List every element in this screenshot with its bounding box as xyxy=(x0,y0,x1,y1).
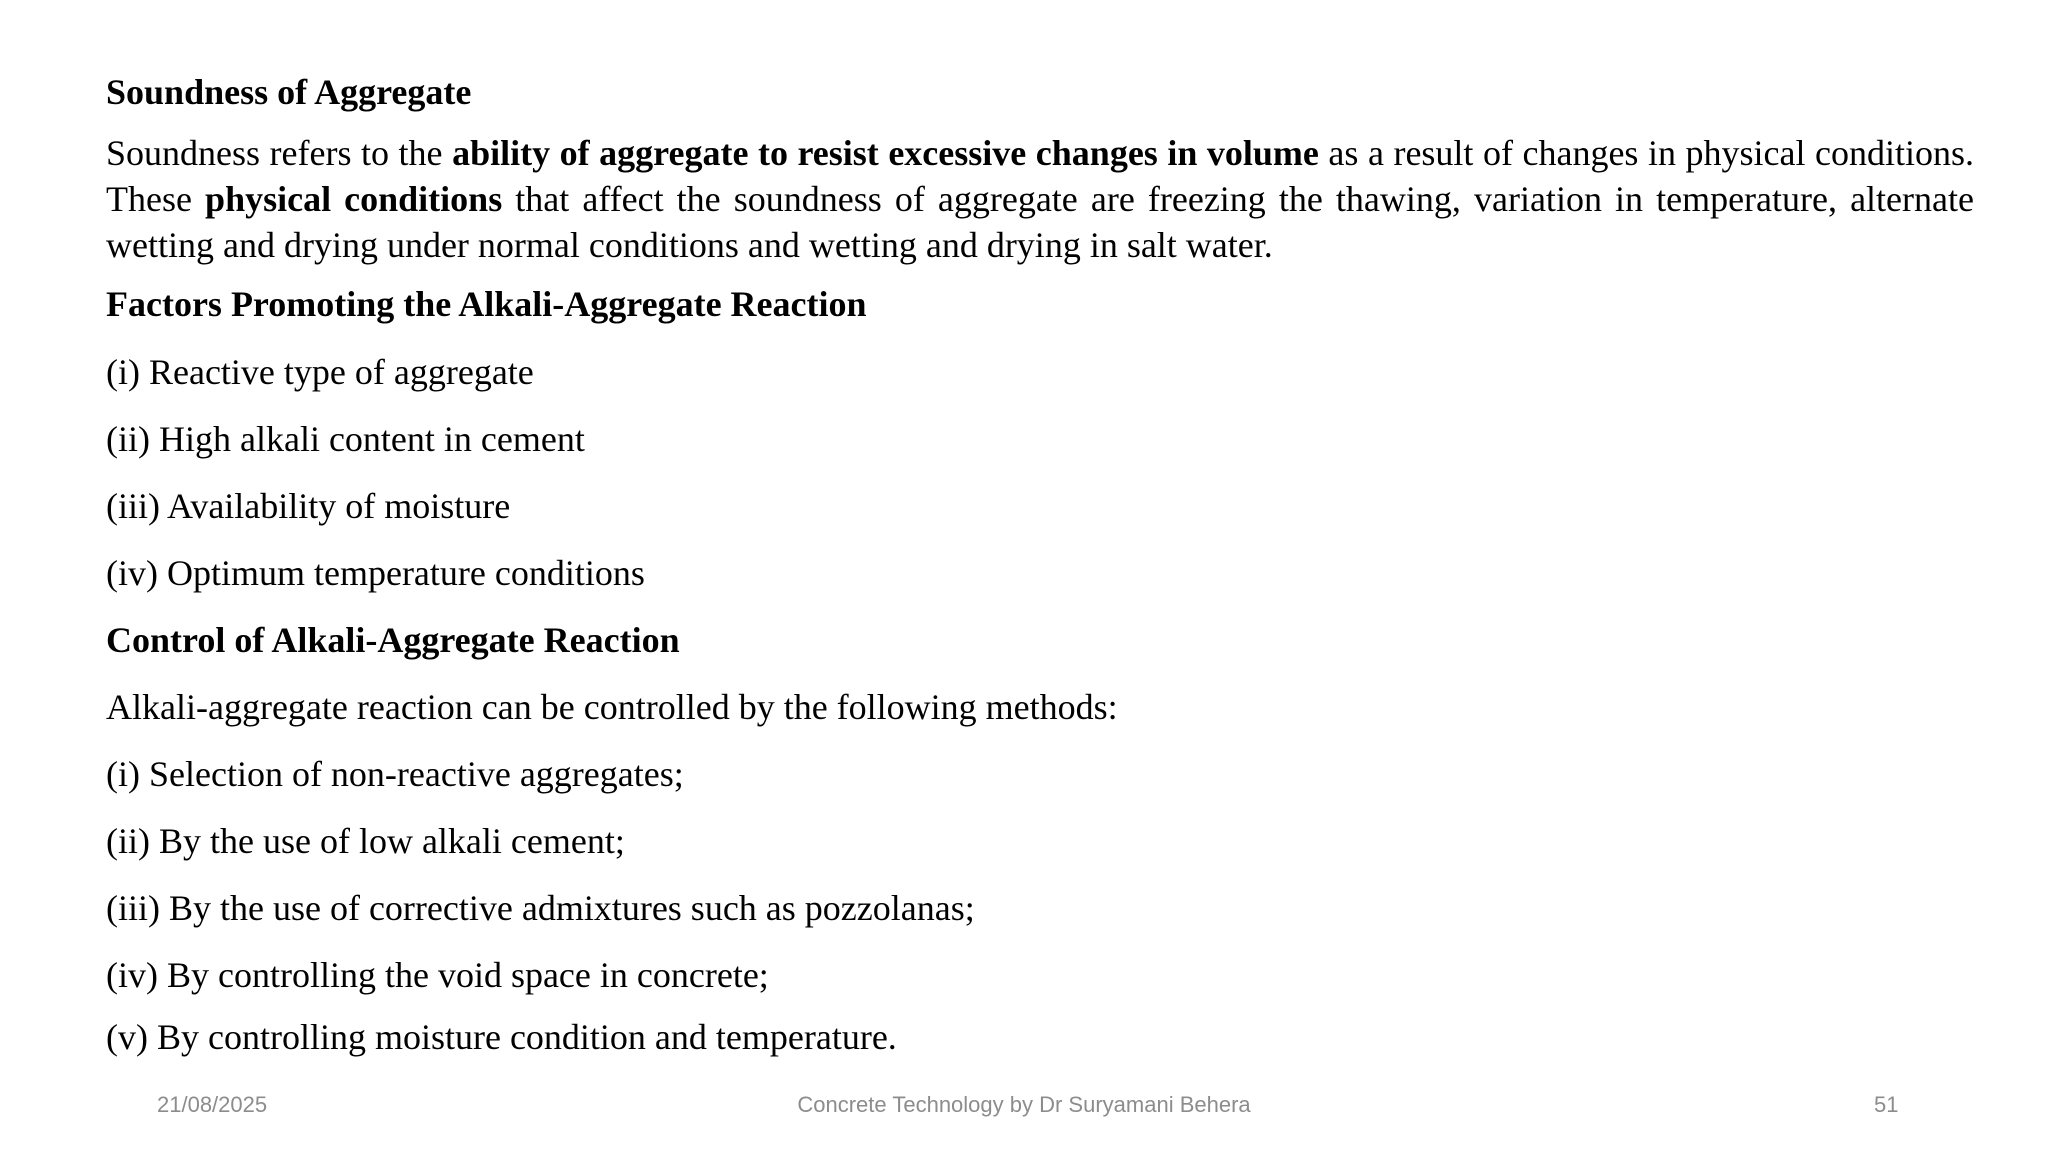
soundness-text-3: that affect the soundness of aggregate are freezing the thawing, variation in temperature, alternate wetting and drying under normal conditions and wetting and drying in salt water. xyxy=(106,179,1974,265)
factors-heading: Factors Promoting the Alkali-Aggregate Reaction xyxy=(106,284,867,324)
factor-item: (i) Reactive type of aggregate xyxy=(106,352,534,392)
footer-title: Concrete Technology by Dr Suryamani Behera xyxy=(797,1092,1251,1117)
control-item: (iv) By controlling the void space in concrete; xyxy=(106,955,769,995)
control-list xyxy=(106,750,1974,1061)
control-item: (i) Selection of non-reactive aggregates; xyxy=(106,754,684,794)
soundness-heading: Soundness of Aggregate xyxy=(106,72,472,112)
factor-item: (iv) Optimum temperature conditions xyxy=(106,553,645,593)
slide-number: 51 xyxy=(1874,1092,1899,1117)
control-item: (ii) By the use of low alkali cement; xyxy=(106,821,625,861)
soundness-bold-1: ability of aggregate to resist excessive changes in volume xyxy=(452,133,1319,173)
factor-item: (iii) Availability of moisture xyxy=(106,486,511,526)
control-item: (v) By controlling moisture condition and temperature. xyxy=(106,1017,897,1057)
control-item: (iii) By the use of corrective admixtures such as pozzolanas; xyxy=(106,888,975,928)
control-heading: Control of Alkali-Aggregate Reaction xyxy=(106,620,680,660)
soundness-text-2: as a result of changes in physical conditions. These xyxy=(106,133,1975,219)
slide-body xyxy=(106,68,1974,1061)
control-intro: Alkali-aggregate reaction can be controlled by the following methods: xyxy=(106,687,1118,727)
soundness-text-1: Soundness refers to the xyxy=(106,133,453,173)
factors-list xyxy=(106,348,1974,597)
soundness-paragraph xyxy=(106,130,1974,268)
footer-date: 21/08/2025 xyxy=(157,1092,268,1117)
factor-item: (ii) High alkali content in cement xyxy=(106,419,585,459)
soundness-bold-2: physical conditions xyxy=(205,179,503,219)
